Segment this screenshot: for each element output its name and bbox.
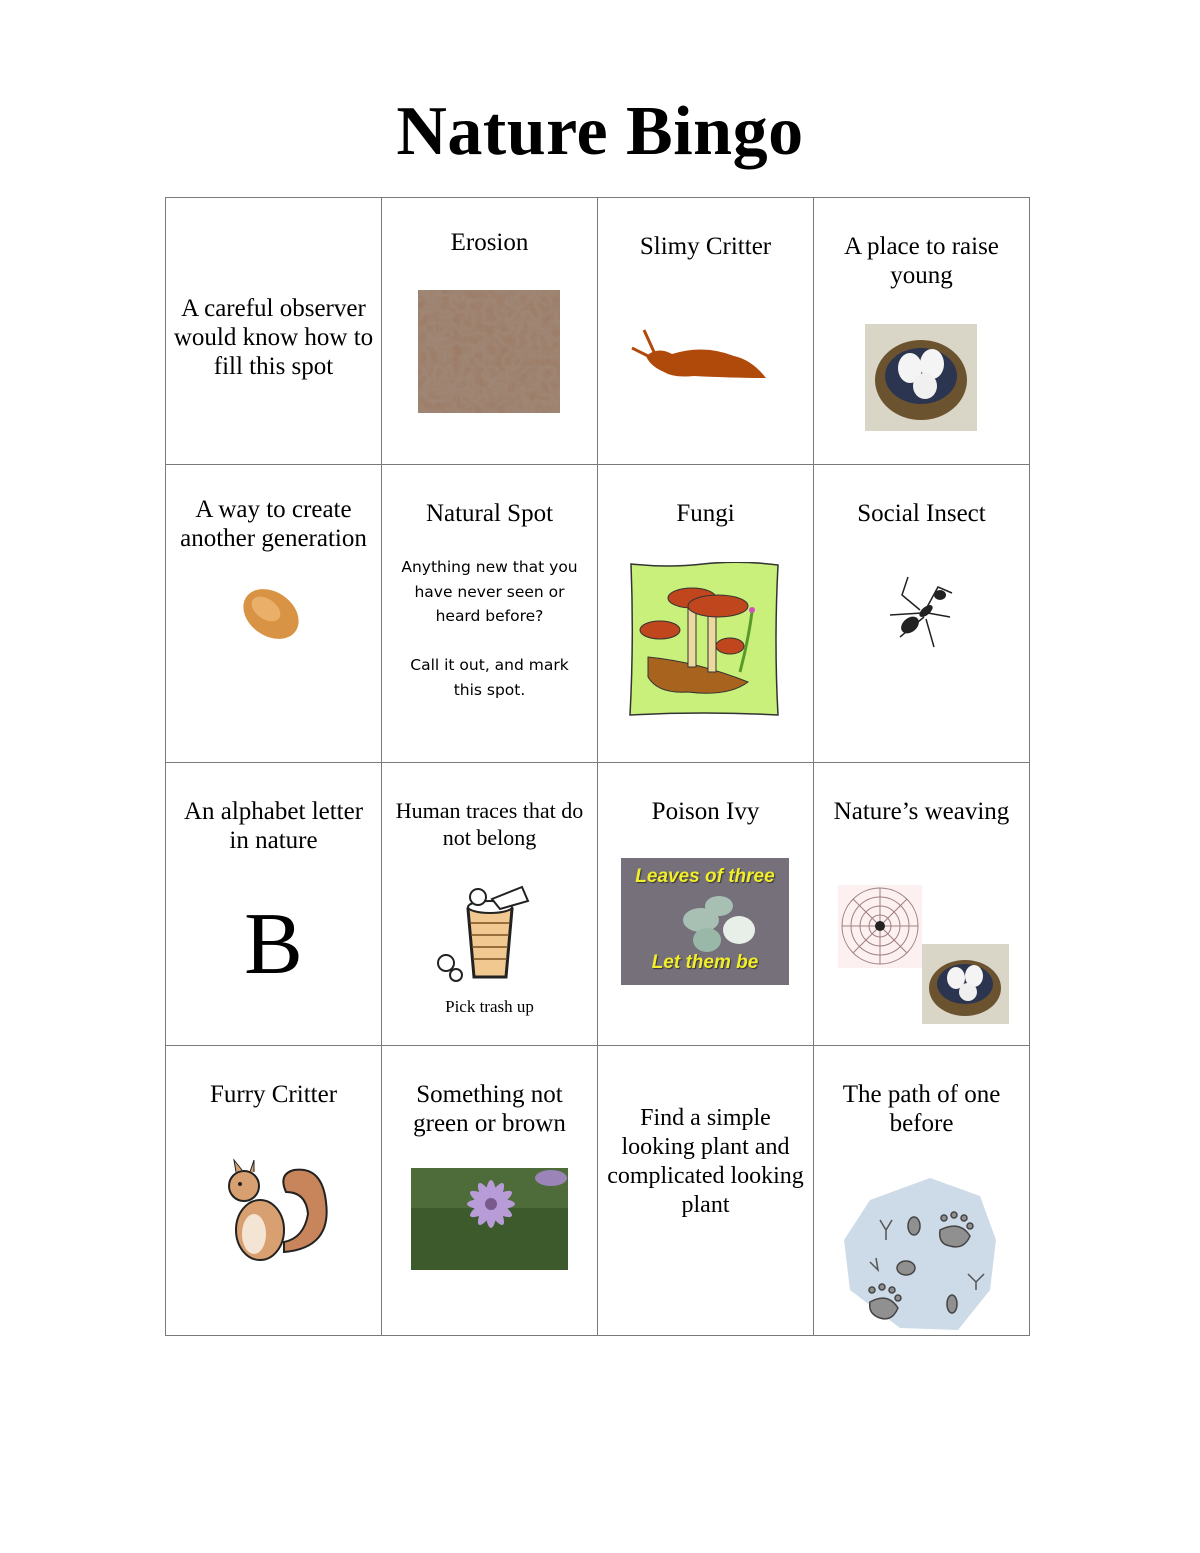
- cell-caption: A place to raise young: [844, 233, 999, 289]
- cell-caption: Natural Spot: [425, 500, 554, 527]
- poison-ivy-photo: [621, 858, 789, 985]
- bingo-cell-slimy-critter[interactable]: [598, 198, 814, 465]
- cell-caption: Furry Critter: [209, 1081, 338, 1108]
- cell-caption: Slimy Critter: [639, 233, 772, 260]
- cell-caption: A way to create another generation: [180, 496, 367, 552]
- trash-can-icon: [430, 879, 545, 989]
- bingo-cell-erosion[interactable]: [382, 198, 598, 465]
- bingo-cell-natural-spot[interactable]: [382, 465, 598, 763]
- cell-caption: Poison Ivy: [651, 798, 760, 825]
- bingo-cell-natures-weaving[interactable]: [814, 763, 1030, 1046]
- bingo-cell-not-green-brown[interactable]: [382, 1046, 598, 1336]
- bird-nest-icon: [922, 944, 1009, 1024]
- bingo-cell-raise-young[interactable]: [814, 198, 1030, 465]
- seed-icon: [236, 583, 306, 645]
- cell-caption: Human traces that do not belong: [395, 798, 584, 850]
- cell-caption: Find a simple looking plant and complicated looking plant: [607, 1105, 804, 1218]
- cell-caption: Something not green or brown: [413, 1081, 566, 1137]
- cell-caption: A careful observer would know how to fill this spot: [173, 295, 374, 380]
- cell-caption: Fungi: [676, 500, 735, 527]
- letter-b: B: [244, 896, 303, 993]
- bingo-cell-human-traces[interactable]: [382, 763, 598, 1046]
- erosion-photo-icon: [418, 290, 560, 413]
- cell-note: Call it out, and mark this spot.: [410, 656, 569, 699]
- cell-subcaption: Pick trash up: [445, 997, 534, 1016]
- mushroom-icon: [628, 562, 780, 717]
- cell-caption: Social Insect: [857, 500, 986, 527]
- bingo-cell-alphabet-letter[interactable]: [166, 763, 382, 1046]
- cell-caption: Erosion: [450, 229, 529, 256]
- bingo-cell-simple-complicated-plant[interactable]: [598, 1046, 814, 1336]
- ivy-text-top: Leaves of three: [635, 866, 775, 887]
- bingo-cell-poison-ivy[interactable]: [598, 763, 814, 1046]
- squirrel-icon: [214, 1152, 334, 1274]
- bingo-cell-observer[interactable]: [166, 198, 382, 465]
- animal-tracks-icon: [840, 1170, 1000, 1332]
- spider-web-icon: [838, 885, 922, 968]
- purple-flower-photo-icon: [411, 1168, 568, 1270]
- bingo-cell-path-of-one-before[interactable]: [814, 1046, 1030, 1336]
- bingo-grid: [165, 197, 1030, 1336]
- cell-caption: An alphabet letter in nature: [183, 798, 364, 854]
- bingo-cell-fungi[interactable]: [598, 465, 814, 763]
- bingo-cell-generation[interactable]: [166, 465, 382, 763]
- bingo-cell-social-insect[interactable]: [814, 465, 1030, 763]
- ivy-text-bottom: Let them be: [651, 952, 759, 973]
- bird-nest-icon: [865, 324, 977, 431]
- cell-note: Anything new that you have never seen or heard before?: [401, 558, 578, 625]
- ant-icon: [880, 565, 964, 657]
- page-title: Nature Bingo: [396, 93, 804, 170]
- cell-caption: Nature’s weaving: [833, 798, 1010, 825]
- slug-icon: [624, 322, 769, 382]
- bingo-cell-furry-critter[interactable]: [166, 1046, 382, 1336]
- cell-caption: The path of one before: [842, 1081, 1001, 1137]
